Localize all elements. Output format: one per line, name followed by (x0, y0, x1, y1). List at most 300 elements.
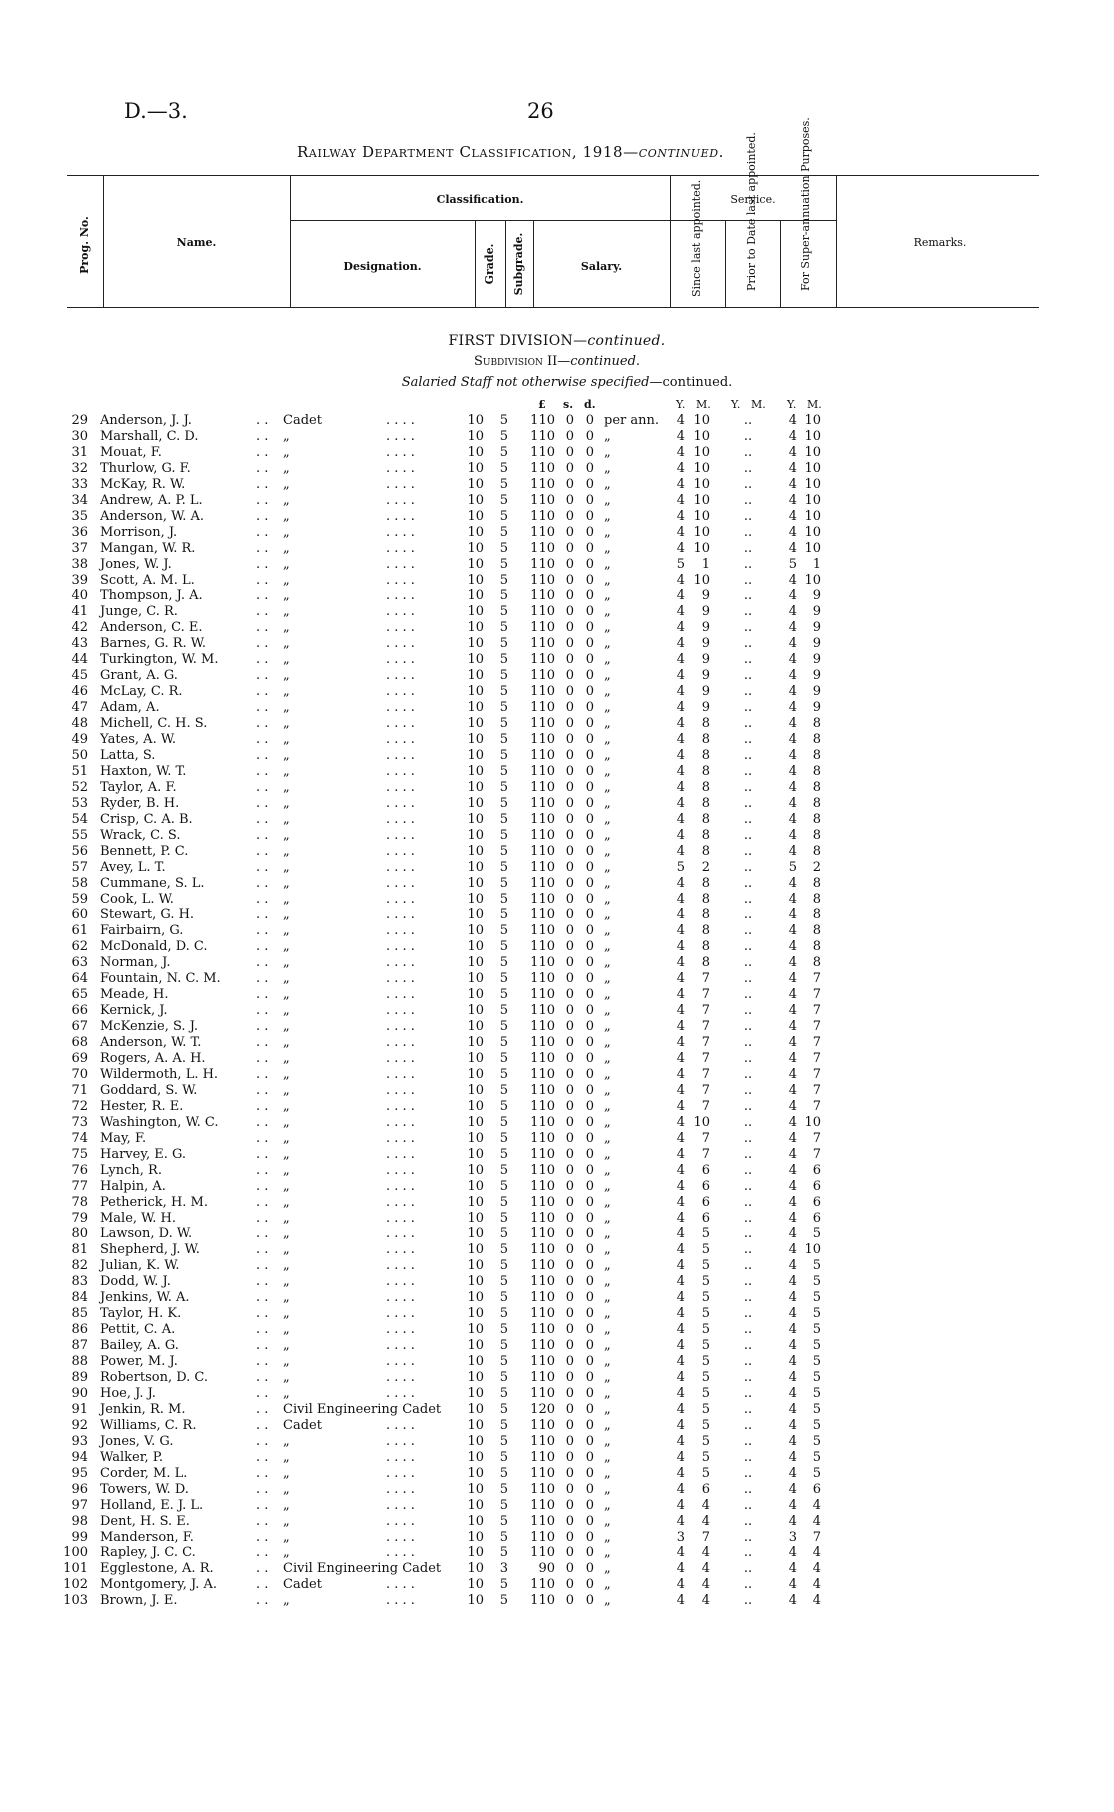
since-years: 4 (676, 1449, 685, 1465)
table-row (0, 1434, 1114, 1450)
designation: „ (283, 604, 290, 620)
designation: „ (283, 1114, 290, 1130)
staff-name: Mouat, F. (100, 444, 162, 460)
since-years: 4 (676, 907, 685, 923)
since-years: 4 (676, 1433, 685, 1449)
grade: 10 (467, 1178, 484, 1194)
salary-pence: 0 (585, 652, 594, 668)
subgrade: 5 (499, 1577, 508, 1593)
leader-dots: . . (256, 1066, 269, 1082)
table-row (0, 493, 1114, 509)
super-years: 4 (788, 747, 797, 763)
prior-service: .. (743, 1210, 753, 1226)
salary-period: „ (604, 1162, 611, 1178)
grade: 10 (467, 1258, 484, 1274)
since-years: 4 (676, 1210, 685, 1226)
row-number: 46 (71, 684, 88, 700)
staff-name: Bailey, A. G. (100, 1338, 179, 1354)
leader-dots: . . (256, 1162, 269, 1178)
salary-pence: 0 (585, 1513, 594, 1529)
subgrade: 5 (499, 1051, 508, 1066)
super-years: 4 (788, 716, 797, 732)
since-years: 4 (676, 572, 685, 588)
since-years: 4 (676, 1338, 685, 1354)
since-months: 2 (701, 859, 710, 875)
table-row (0, 1418, 1114, 1434)
prior-service: .. (743, 1529, 753, 1545)
since-years: 4 (676, 1019, 685, 1035)
staff-name: Andrew, A. P. L. (100, 492, 203, 508)
leader-dots: . . (256, 1082, 269, 1098)
row-number: 72 (71, 1098, 88, 1114)
row-number: 42 (71, 620, 88, 636)
salary-shillings: 0 (565, 747, 574, 763)
since-years: 4 (676, 811, 685, 827)
salary-pence: 0 (585, 891, 594, 907)
leader-dots: . . . . (386, 1003, 415, 1019)
row-number: 73 (71, 1114, 88, 1130)
salary-shillings: 0 (565, 1385, 574, 1401)
salary-pence: 0 (585, 1401, 594, 1417)
salary-pence: 0 (585, 508, 594, 524)
subgrade: 5 (499, 1114, 508, 1130)
salary-pence: 0 (585, 1114, 594, 1130)
super-months: 9 (812, 588, 821, 604)
since-months: 4 (701, 1593, 710, 1609)
header-grade: Grade. (483, 243, 496, 285)
leader-dots: . . . . (386, 700, 415, 716)
salary-period: „ (604, 971, 611, 987)
salary-pence: 0 (585, 1577, 594, 1593)
table-row (0, 1498, 1114, 1514)
salary-pounds: 110 (530, 1513, 555, 1529)
table-row (0, 1035, 1114, 1051)
super-months: 2 (812, 859, 821, 875)
grade: 10 (467, 700, 484, 716)
designation: „ (283, 1178, 290, 1194)
staff-name: Egglestone, A. R. (100, 1561, 214, 1577)
header-divider (505, 220, 506, 307)
salary-shillings: 0 (565, 843, 574, 859)
leader-dots: . . (256, 907, 269, 923)
staff-name: Shepherd, J. W. (100, 1242, 200, 1258)
salary-period: „ (604, 1114, 611, 1130)
designation: „ (283, 907, 290, 923)
staff-name: Barnes, G. R. W. (100, 636, 206, 652)
since-years: 4 (676, 524, 685, 540)
prior-service: .. (743, 923, 753, 939)
salary-period: „ (604, 1290, 611, 1306)
salary-pence: 0 (585, 923, 594, 939)
prior-service: .. (743, 843, 753, 859)
salary-pounds: 90 (538, 1561, 555, 1577)
leader-dots: . . (256, 1385, 269, 1401)
since-months: 8 (701, 955, 710, 971)
salary-pounds: 110 (530, 971, 555, 987)
leader-dots: . . (256, 413, 269, 428)
salary-shillings: 0 (565, 1290, 574, 1306)
super-months: 4 (812, 1545, 821, 1561)
leader-dots: . . . . (386, 875, 415, 891)
since-years: 4 (676, 636, 685, 652)
leader-dots: . . . . (386, 476, 415, 492)
salary-shillings: 0 (565, 1433, 574, 1449)
since-years: 4 (676, 1242, 685, 1258)
table-row (0, 764, 1114, 780)
since-months: 6 (701, 1162, 710, 1178)
prior-service: .. (743, 763, 753, 779)
super-years: 4 (788, 939, 797, 955)
super-years: 4 (788, 1051, 797, 1066)
super-months: 7 (812, 971, 821, 987)
subgrade: 5 (499, 987, 508, 1003)
salary-pounds: 110 (530, 636, 555, 652)
since-months: 5 (701, 1449, 710, 1465)
row-number: 78 (71, 1194, 88, 1210)
since-months: 8 (701, 907, 710, 923)
salary-period: „ (604, 508, 611, 524)
super-years: 4 (788, 1497, 797, 1513)
salary-pounds: 110 (530, 1130, 555, 1146)
row-number: 58 (71, 875, 88, 891)
super-years: 4 (788, 1290, 797, 1306)
leader-dots: . . . . (386, 779, 415, 795)
super-years: 4 (788, 1242, 797, 1258)
leader-dots: . . (256, 1593, 269, 1609)
grade: 10 (467, 716, 484, 732)
salary-shillings: 0 (565, 1178, 574, 1194)
leader-dots: . . . . (386, 524, 415, 540)
unit-super-years: Y. (787, 398, 797, 411)
salary-pence: 0 (585, 1146, 594, 1162)
leader-dots: . . (256, 1130, 269, 1146)
super-years: 4 (788, 620, 797, 636)
salary-pounds: 110 (530, 1385, 555, 1401)
prior-service: .. (743, 700, 753, 716)
staff-name: Goddard, S. W. (100, 1082, 198, 1098)
staff-name: Mangan, W. R. (100, 540, 196, 556)
row-number: 32 (71, 460, 88, 476)
staff-name: Ryder, B. H. (100, 795, 180, 811)
header-subgrade: Subgrade. (512, 232, 525, 296)
super-months: 4 (812, 1577, 821, 1593)
subgrade: 5 (499, 1401, 508, 1417)
row-number: 94 (71, 1449, 88, 1465)
subgrade: 5 (499, 1513, 508, 1529)
designation: „ (283, 620, 290, 636)
super-months: 7 (812, 987, 821, 1003)
super-months: 10 (804, 428, 821, 444)
salary-pounds: 110 (530, 1210, 555, 1226)
since-years: 4 (676, 1226, 685, 1242)
leader-dots: . . (256, 1274, 269, 1290)
super-months: 10 (804, 1242, 821, 1258)
designation: „ (283, 524, 290, 540)
since-months: 7 (701, 1035, 710, 1051)
designation: „ (283, 1194, 290, 1210)
leader-dots: . . (256, 891, 269, 907)
since-months: 6 (701, 1481, 710, 1497)
salary-pounds: 110 (530, 572, 555, 588)
staff-name: Jones, W. J. (100, 556, 172, 572)
designation: „ (283, 891, 290, 907)
table-row (0, 844, 1114, 860)
grade: 10 (467, 460, 484, 476)
row-number: 57 (71, 859, 88, 875)
table-row (0, 828, 1114, 844)
salary-pounds: 110 (530, 1194, 555, 1210)
staff-heading (10, 375, 1114, 390)
salary-pounds: 110 (530, 955, 555, 971)
grade: 10 (467, 1417, 484, 1433)
super-months: 7 (812, 1003, 821, 1019)
since-months: 6 (701, 1210, 710, 1226)
header-designation: Designation. (343, 260, 422, 273)
salary-pence: 0 (585, 1082, 594, 1098)
salary-pounds: 110 (530, 939, 555, 955)
since-months: 7 (701, 1066, 710, 1082)
prior-service: .. (743, 684, 753, 700)
salary-pounds: 110 (530, 1529, 555, 1545)
header-remarks: Remarks. (913, 236, 967, 249)
leader-dots: . . . . (386, 763, 415, 779)
since-years: 4 (676, 1401, 685, 1417)
staff-name: Cook, L. W. (100, 891, 174, 907)
row-number: 37 (71, 540, 88, 556)
salary-shillings: 0 (565, 716, 574, 732)
salary-period: „ (604, 1561, 611, 1577)
super-years: 4 (788, 987, 797, 1003)
grade: 10 (467, 1306, 484, 1322)
subgrade: 5 (499, 1098, 508, 1114)
since-months: 8 (701, 747, 710, 763)
salary-period: „ (604, 1035, 611, 1051)
super-years: 4 (788, 1035, 797, 1051)
super-years: 4 (788, 1098, 797, 1114)
leader-dots: . . . . (386, 1162, 415, 1178)
row-number: 41 (71, 604, 88, 620)
salary-pounds: 110 (530, 732, 555, 747)
grade: 10 (467, 1242, 484, 1258)
grade: 10 (467, 668, 484, 684)
salary-period: „ (604, 1066, 611, 1082)
salary-pence: 0 (585, 875, 594, 891)
salary-pounds: 110 (530, 556, 555, 572)
designation: „ (283, 1338, 290, 1354)
prior-service: .. (743, 604, 753, 620)
super-years: 4 (788, 1258, 797, 1274)
leader-dots: . . . . (386, 716, 415, 732)
leader-dots: . . (256, 811, 269, 827)
since-months: 9 (701, 620, 710, 636)
super-years: 4 (788, 891, 797, 907)
salary-shillings: 0 (565, 1370, 574, 1385)
designation: „ (283, 1529, 290, 1545)
grade: 10 (467, 1481, 484, 1497)
grade: 10 (467, 1401, 484, 1417)
since-months: 5 (701, 1385, 710, 1401)
salary-pence: 0 (585, 1098, 594, 1114)
salary-shillings: 0 (565, 875, 574, 891)
salary-shillings: 0 (565, 413, 574, 428)
table-row (0, 1131, 1114, 1147)
salary-pence: 0 (585, 1370, 594, 1385)
salary-pence: 0 (585, 1162, 594, 1178)
table-row (0, 1211, 1114, 1227)
designation: „ (283, 652, 290, 668)
leader-dots: . . . . (386, 939, 415, 955)
salary-pounds: 110 (530, 508, 555, 524)
table-row (0, 860, 1114, 876)
page-title (297, 143, 724, 161)
subgrade: 5 (499, 1003, 508, 1019)
salary-period: „ (604, 540, 611, 556)
since-months: 9 (701, 604, 710, 620)
since-years: 4 (676, 1274, 685, 1290)
super-months: 8 (812, 827, 821, 843)
subgrade: 5 (499, 413, 508, 428)
designation: „ (283, 1465, 290, 1481)
subgrade: 5 (499, 1242, 508, 1258)
row-number: 80 (71, 1226, 88, 1242)
designation: „ (283, 1035, 290, 1051)
super-months: 5 (812, 1401, 821, 1417)
leader-dots: . . (256, 1481, 269, 1497)
page-title-text: Railway Department Classification, 1918— (297, 143, 639, 161)
designation: „ (283, 1019, 290, 1035)
salary-pence: 0 (585, 1258, 594, 1274)
leader-dots: . . (256, 1114, 269, 1130)
prior-service: .. (743, 1130, 753, 1146)
leader-dots: . . (256, 636, 269, 652)
super-months: 10 (804, 524, 821, 540)
salary-pence: 0 (585, 1449, 594, 1465)
super-years: 4 (788, 588, 797, 604)
since-years: 4 (676, 1258, 685, 1274)
grade: 10 (467, 1274, 484, 1290)
salary-pounds: 110 (530, 811, 555, 827)
row-number: 69 (71, 1051, 88, 1066)
prior-service: .. (743, 556, 753, 572)
since-months: 7 (701, 971, 710, 987)
salary-pence: 0 (585, 779, 594, 795)
salary-pounds: 110 (530, 1497, 555, 1513)
super-months: 10 (804, 492, 821, 508)
staff-name: Cummane, S. L. (100, 875, 205, 891)
grade: 10 (467, 1162, 484, 1178)
salary-shillings: 0 (565, 1306, 574, 1322)
staff-name: Taylor, H. K. (100, 1306, 182, 1322)
since-months: 6 (701, 1194, 710, 1210)
grade: 10 (467, 1338, 484, 1354)
prior-service: .. (743, 492, 753, 508)
salary-shillings: 0 (565, 1146, 574, 1162)
salary-shillings: 0 (565, 987, 574, 1003)
super-years: 4 (788, 668, 797, 684)
grade: 10 (467, 747, 484, 763)
leader-dots: . . . . (386, 811, 415, 827)
super-years: 4 (788, 652, 797, 668)
row-number: 44 (71, 652, 88, 668)
leader-dots: . . (256, 668, 269, 684)
super-years: 4 (788, 955, 797, 971)
leader-dots: . . (256, 460, 269, 476)
subgrade: 5 (499, 1449, 508, 1465)
leader-dots: . . . . (386, 1130, 415, 1146)
salary-pence: 0 (585, 1529, 594, 1545)
leader-dots: . . (256, 971, 269, 987)
since-years: 4 (676, 1082, 685, 1098)
leader-dots: . . (256, 604, 269, 620)
salary-pounds: 110 (530, 827, 555, 843)
prior-service: .. (743, 1051, 753, 1066)
leader-dots: . . (256, 716, 269, 732)
subgrade: 5 (499, 1481, 508, 1497)
grade: 10 (467, 923, 484, 939)
super-months: 8 (812, 811, 821, 827)
salary-period: „ (604, 1338, 611, 1354)
since-months: 10 (693, 476, 710, 492)
prior-service: .. (743, 1274, 753, 1290)
super-years: 4 (788, 779, 797, 795)
since-years: 4 (676, 939, 685, 955)
since-years: 4 (676, 492, 685, 508)
since-months: 4 (701, 1577, 710, 1593)
staff-name: Michell, C. H. S. (100, 716, 208, 732)
since-years: 4 (676, 1066, 685, 1082)
salary-period: „ (604, 1194, 611, 1210)
prior-service: .. (743, 1497, 753, 1513)
table-row (0, 1147, 1114, 1163)
salary-shillings: 0 (565, 444, 574, 460)
salary-pounds: 110 (530, 1545, 555, 1561)
super-months: 4 (812, 1497, 821, 1513)
super-years: 4 (788, 1114, 797, 1130)
subgrade: 5 (499, 827, 508, 843)
staff-name: Bennett, P. C. (100, 843, 189, 859)
staff-name: Hester, R. E. (100, 1098, 184, 1114)
salary-pounds: 110 (530, 524, 555, 540)
salary-period: „ (604, 1417, 611, 1433)
salary-pence: 0 (585, 1019, 594, 1035)
prior-service: .. (743, 747, 753, 763)
designation: „ (283, 460, 290, 476)
salary-shillings: 0 (565, 1114, 574, 1130)
salary-period: „ (604, 556, 611, 572)
grade: 10 (467, 1385, 484, 1401)
row-number: 99 (71, 1529, 88, 1545)
staff-name: Latta, S. (100, 747, 156, 763)
leader-dots: . . . . (386, 1306, 415, 1322)
salary-shillings: 0 (565, 779, 574, 795)
leader-dots: . . . . (386, 1051, 415, 1066)
prior-service: .. (743, 827, 753, 843)
salary-shillings: 0 (565, 1497, 574, 1513)
grade: 10 (467, 652, 484, 668)
super-years: 4 (788, 1417, 797, 1433)
leader-dots: . . (256, 1529, 269, 1545)
super-months: 8 (812, 779, 821, 795)
salary-pence: 0 (585, 1561, 594, 1577)
leader-dots: . . (256, 1513, 269, 1529)
salary-pence: 0 (585, 1417, 594, 1433)
salary-pence: 0 (585, 1242, 594, 1258)
staff-name: Jenkin, R. M. (100, 1401, 186, 1417)
leader-dots: . . . . (386, 1433, 415, 1449)
staff-name: Yates, A. W. (100, 732, 177, 747)
grade: 10 (467, 1354, 484, 1370)
salary-shillings: 0 (565, 508, 574, 524)
